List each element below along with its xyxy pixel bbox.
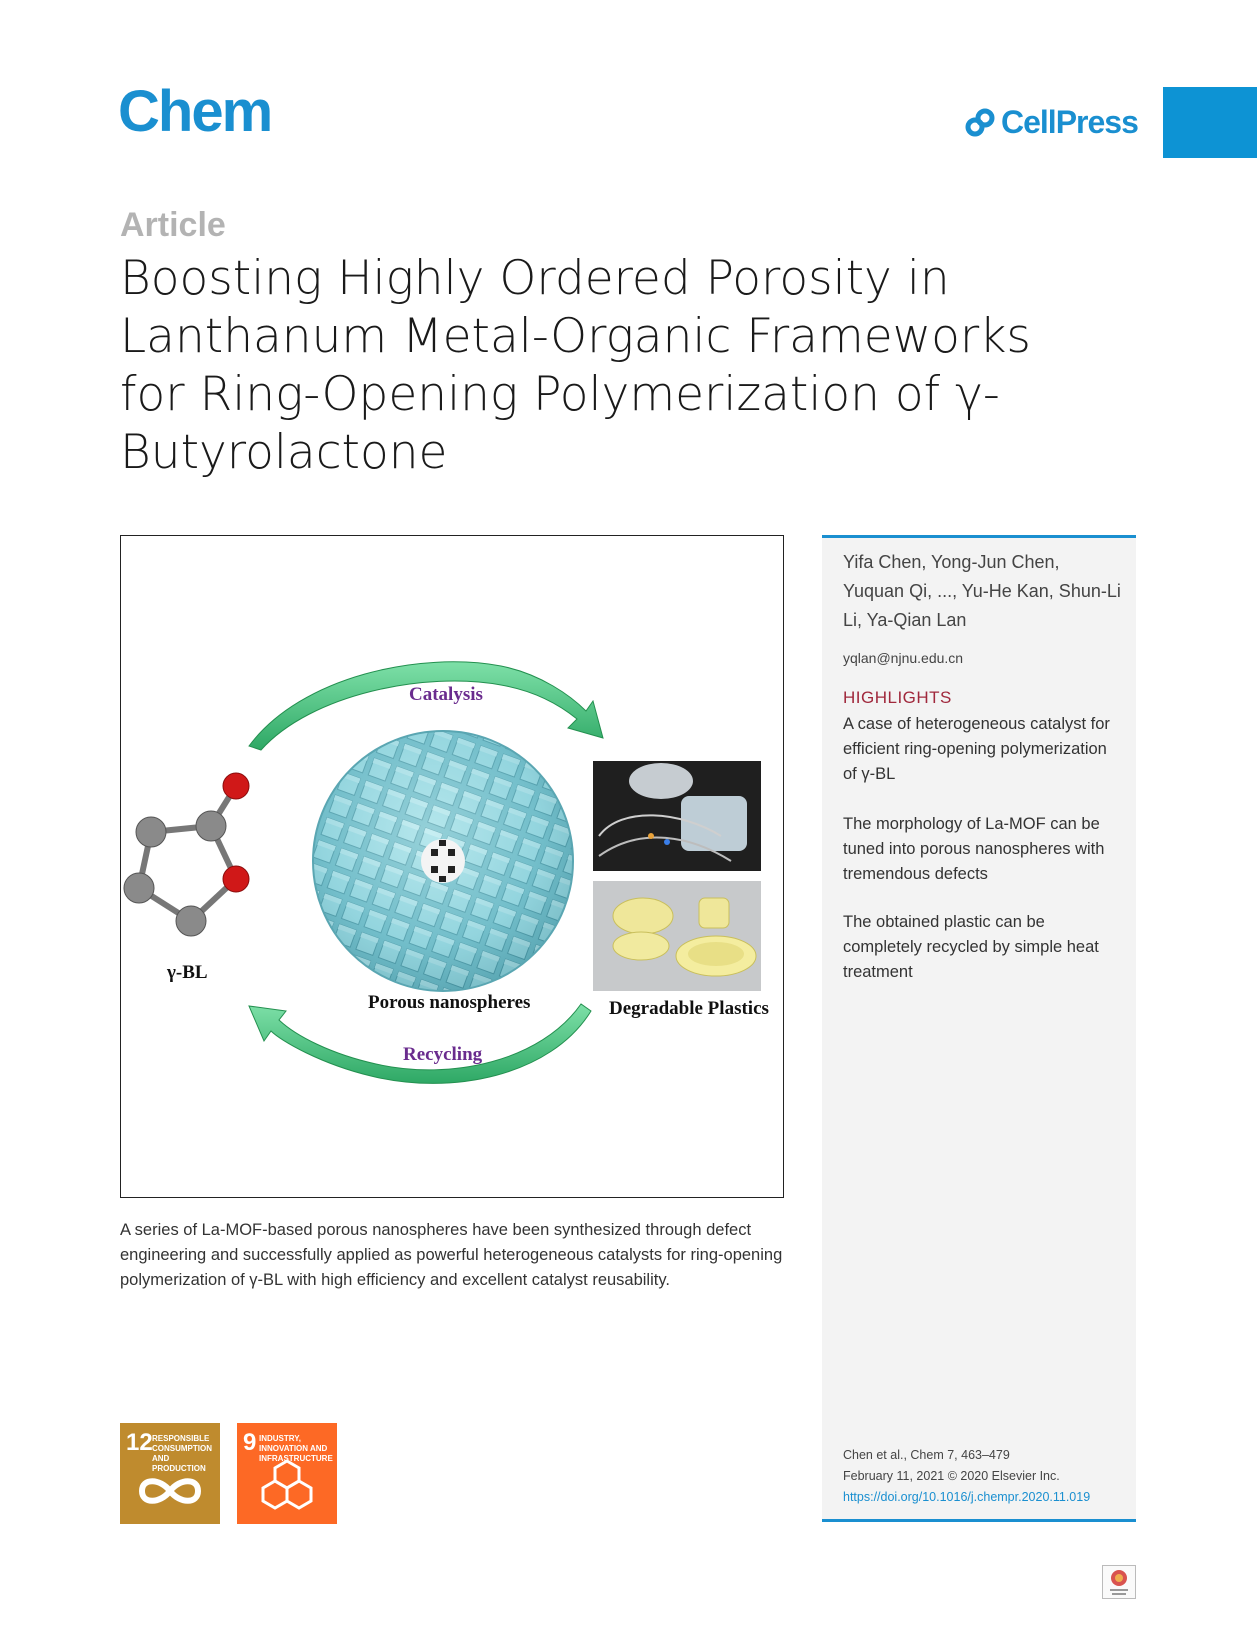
highlight-item: The obtained plastic can be completely recycled by simple heat treatment — [843, 913, 1099, 981]
cubes-icon — [237, 1423, 337, 1524]
article-type-label: Article — [120, 206, 226, 244]
highlight-item: A case of heterogeneous catalyst for efficient ring-opening polymerization of γ-BL — [843, 715, 1110, 783]
highlights-heading: HIGHLIGHTS — [843, 688, 952, 707]
doi-link[interactable]: https://doi.org/10.1016/j.chempr.2020.11.019 — [843, 1490, 1091, 1504]
crossmark-icon — [1103, 1566, 1135, 1598]
figure-caption: A series of La-MOF-based porous nanospheres have been synthesized through defect engineering and successfully applied as powerful heterogeneous catalysts for ring-opening polymerization of γ-BL with high efficiency and excellent catalyst reusability. — [120, 1221, 783, 1289]
sdg-number: 12 — [126, 1429, 153, 1456]
graphical-abstract-art — [121, 536, 783, 1197]
check-for-updates-icon[interactable] — [1102, 1565, 1136, 1599]
iv-bag-photo — [593, 761, 761, 871]
header-accent-tab — [1163, 87, 1257, 158]
author-list: Yifa Chen, Yong-Jun Chen, Yuquan Qi, ..., Yu-He Kan, Shun-Li Li, Ya-Qian Lan — [843, 552, 1121, 630]
porous-nanospheres-label: Porous nanospheres — [368, 992, 531, 1013]
sdg-number: 9 — [243, 1429, 257, 1456]
graphical-abstract — [120, 535, 784, 1198]
gbl-molecule — [124, 773, 249, 936]
infinity-icon — [120, 1423, 220, 1524]
corresponding-email[interactable]: yqlan@njnu.edu.cn — [843, 650, 964, 666]
sdg-12-badge — [120, 1423, 220, 1524]
citation-line: Chen et al., Chem 7, 463–479 — [843, 1448, 1010, 1462]
catalysis-label: Catalysis — [409, 684, 483, 705]
article-title: Boosting Highly Ordered Porosity in Lanthanum Metal-Organic Frameworks for Ring-Opening Polymerization of γ-Butyrolactone — [120, 251, 1031, 480]
journal-logo: Chem — [118, 79, 272, 144]
sdg-text: RESPONSIBLE CONSUMPTION AND PRODUCTION — [152, 1434, 212, 1473]
porous-nanosphere — [313, 731, 573, 991]
degradable-plastics-label: Degradable Plastics — [609, 998, 769, 1019]
copyright-line: February 11, 2021 © 2020 Elsevier Inc. — [843, 1469, 1060, 1483]
publisher-name: CellPress — [1001, 104, 1138, 140]
tableware-photo — [593, 881, 761, 991]
sdg-9-badge — [237, 1423, 337, 1524]
cellpress-logo — [965, 104, 1138, 141]
highlight-item: The morphology of La-MOF can be tuned into porous nanospheres with tremendous defects — [843, 815, 1105, 883]
sdg-text: INDUSTRY, INNOVATION AND INFRASTRUCTURE — [259, 1434, 333, 1463]
gbl-label: γ-BL — [167, 962, 208, 983]
sidebar-panel — [822, 535, 1136, 1522]
cellpress-icon — [965, 108, 995, 138]
recycling-label: Recycling — [403, 1044, 483, 1065]
